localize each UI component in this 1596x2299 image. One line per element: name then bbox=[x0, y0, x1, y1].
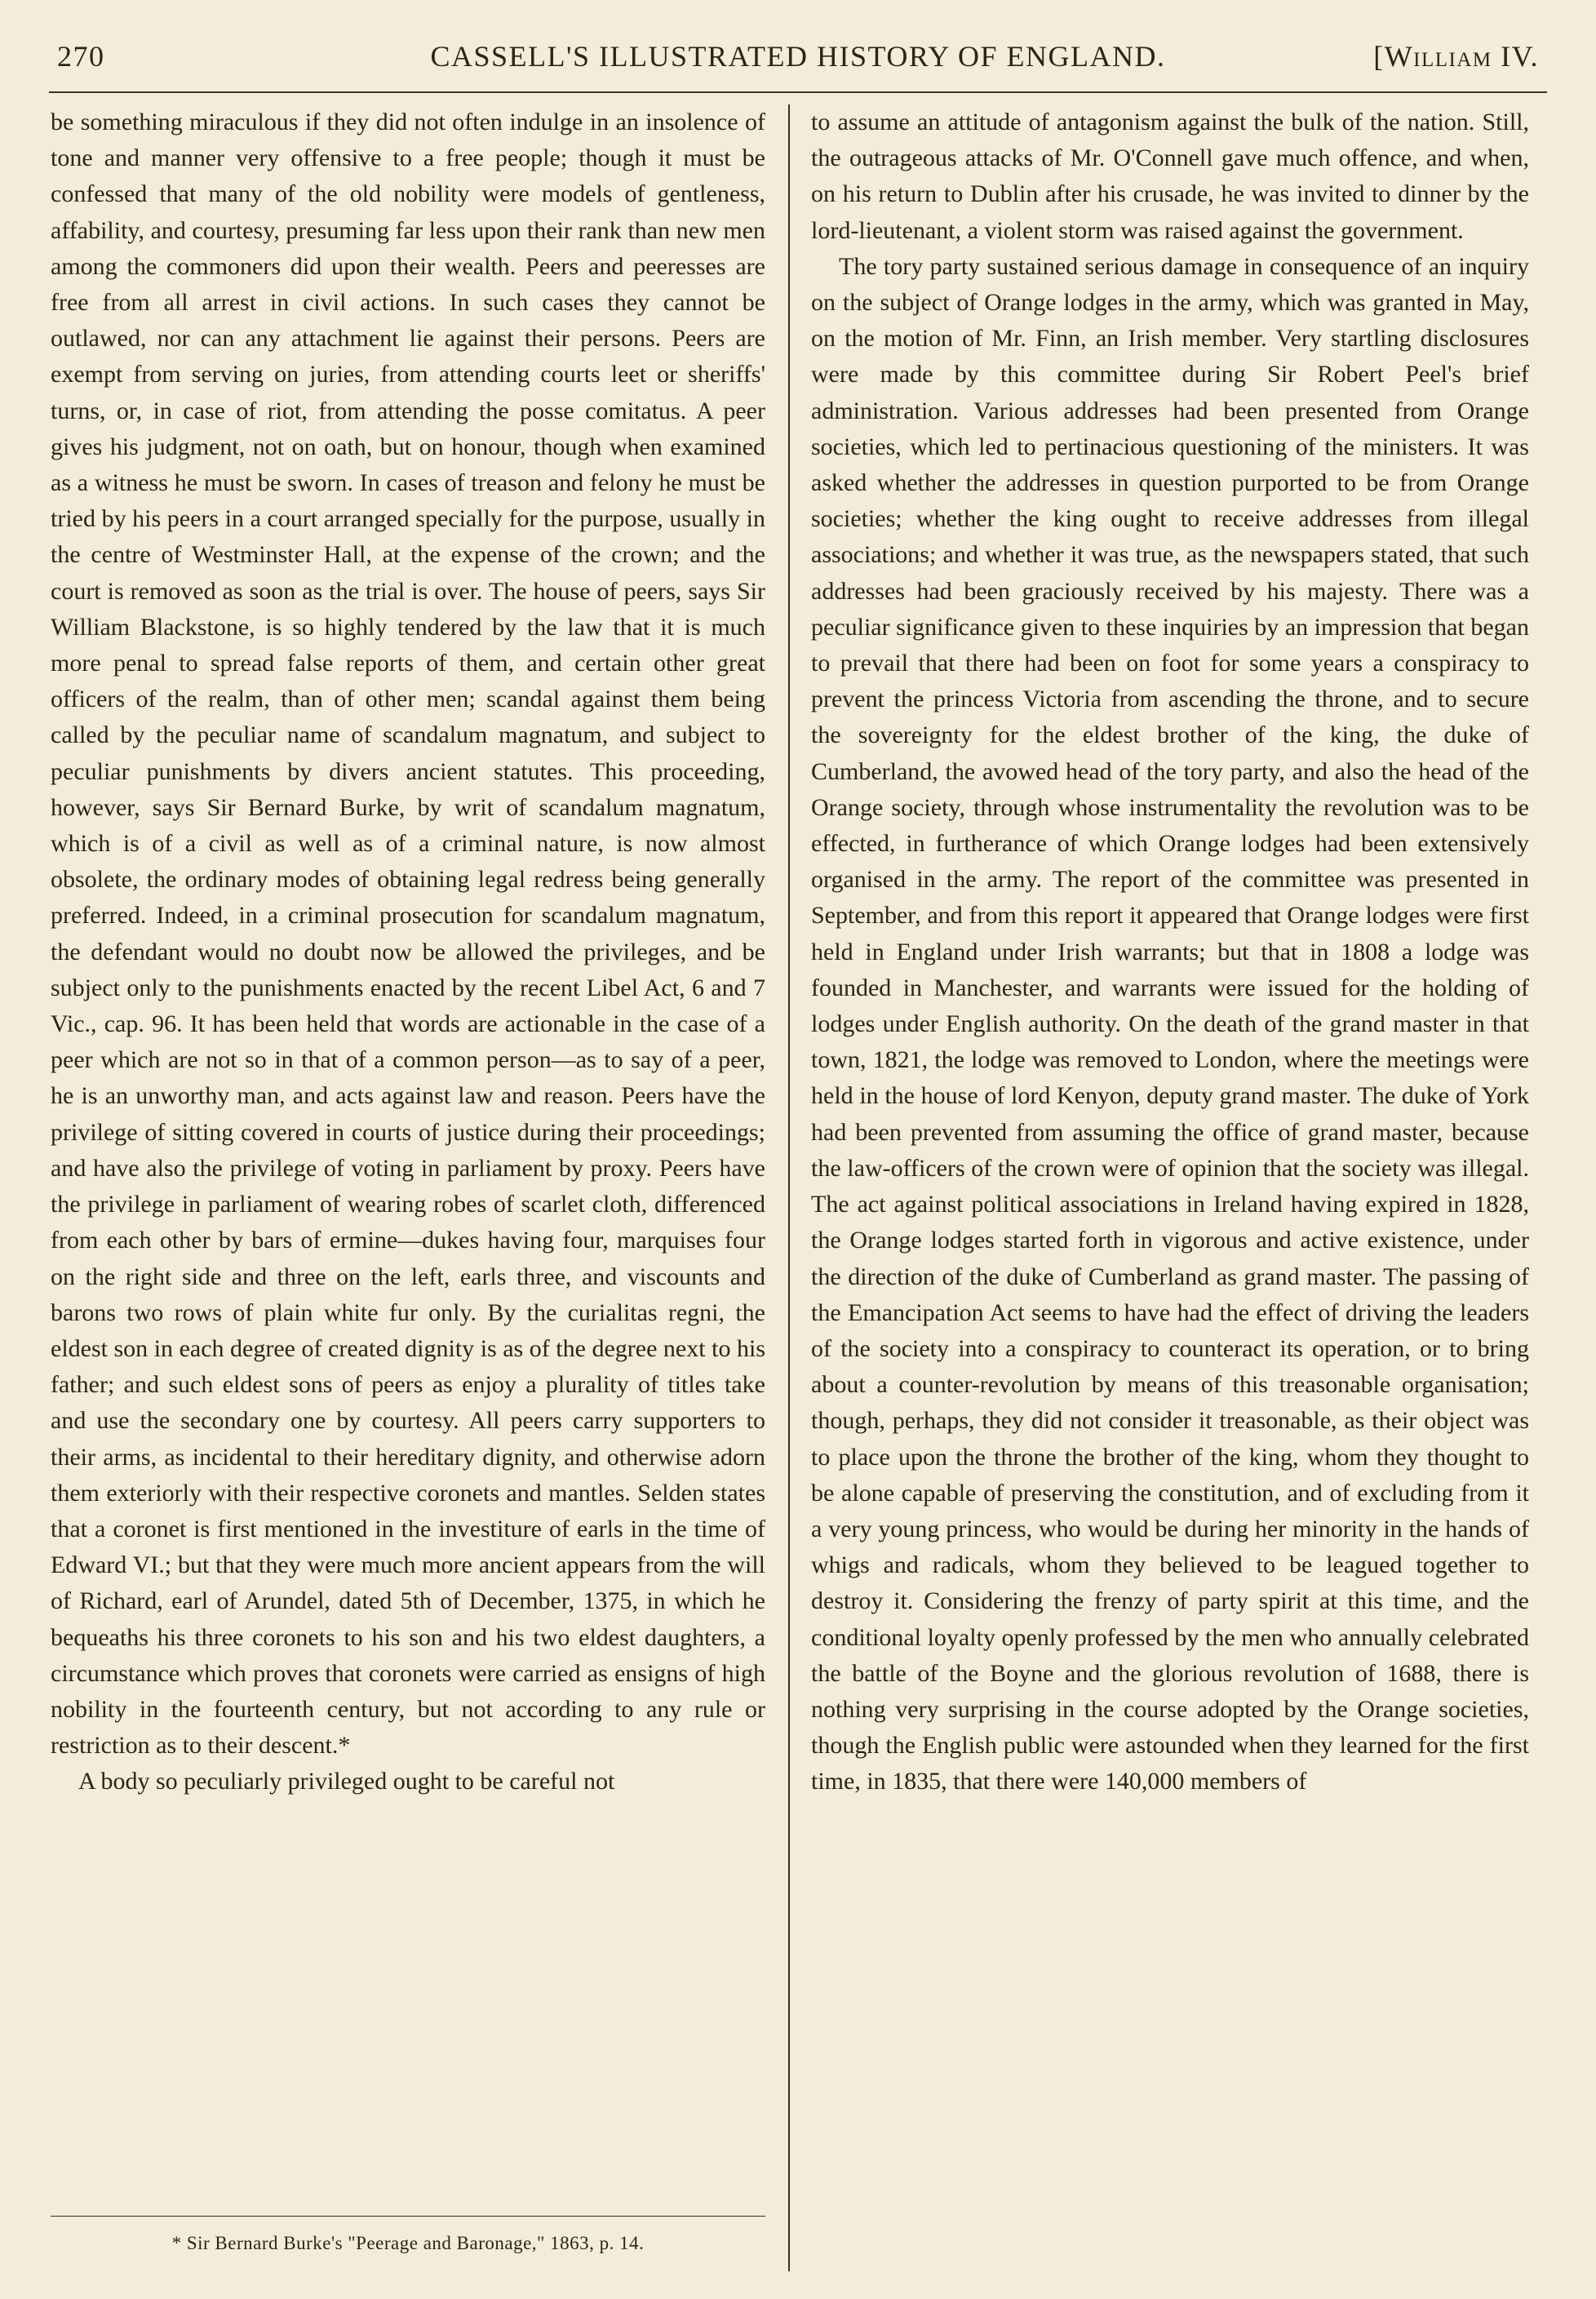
footnote: * Sir Bernard Burke's "Peerage and Baronage," 1863, p. 14. bbox=[171, 2233, 645, 2253]
left-paragraph-1: be something miraculous if they did not often indulge in an insolence of tone and manner very offensive to a free people; though it must be confessed that many of the old nobility were models of gentleness, affability, and courtesy, presuming far less upon their rank than new men among the commoners did upon their wealth. Peers and peeresses are free from all arrest in civil actions. In such cases they cannot be outlawed, nor can any attachment lie against their persons. Peers are exempt from serving on juries, from attending courts leet or sheriffs' turns, or, in case of riot, from attending the posse comitatus. A peer gives his judgment, not on oath, but on honour, though when examined as a witness he must be sworn. In cases of treason and felony he must be tried by his peers in a court arranged specially for the purpose, usually in the centre of Westminster Hall, at the expense of the crown; and the court is removed as soon as the trial is over. The house of peers, says Sir William Blackstone, is so highly tendered by the law that it is much more penal to spread false reports of them, and certain other great officers of the realm, than of other men; scandal against them being called by the peculiar name of scandalum magnatum, and subject to peculiar punishments by divers ancient statutes. This proceeding, however, says Sir Bernard Burke, by writ of scandalum magnatum, which is of a civil as well as of a criminal nature, is now almost obsolete, the ordinary modes of obtaining legal redress being generally preferred. Indeed, in a criminal prosecution for scandalum magnatum, the defendant would no doubt now be allowed the privileges, and be subject only to the punishments enacted by the recent Libel Act, 6 and 7 Vic., cap. 96. It has been held that words are actionable in the case of a peer which are not so in that of a common person—as to say of a peer, he is an unworthy man, and acts against law and reason. Peers have the privilege of sitting covered in courts of justice during their proceedings; and have also the privilege of voting in parliament by proxy. Peers have the privilege in parliament of wearing robes of scarlet cloth, differenced from each other by bars of ermine—dukes having four, marquises four on the right side and three on the left, earls three, and viscounts and barons two rows of plain white fur only. By the curialitas regni, the eldest son in each degree of created dignity is as of the degree next to his father; and such eldest sons of peers as enjoy a plurality of titles take and use the secondary one by courtesy. All peers carry supporters to their arms, as incidental to their hereditary dignity, and otherwise adorn them exteriorly with their respective coronets and mantles. Selden states that a coronet is first mentioned in the investiture of earls in the time of Edward VI.; but that they were much more ancient appears from the will of Richard, earl of Arundel, dated 5th of December, 1375, in which he bequeaths his three coronets to his son and his two eldest daughters, a circumstance which proves that coronets were carried as ensigns of high nobility in the fourteenth century, but not according to any rule or restriction as to their descent.* bbox=[51, 109, 765, 1760]
book-title: CASSELL'S ILLUSTRATED HISTORY OF ENGLAND. bbox=[430, 40, 1166, 73]
page-number: 270 bbox=[57, 40, 105, 73]
running-header bbox=[49, 33, 1547, 82]
right-column bbox=[811, 104, 1529, 1800]
left-paragraph-2: A body so peculiarly privileged ought to be careful not bbox=[78, 1768, 615, 1795]
footnote-rule bbox=[51, 2216, 765, 2217]
right-paragraph-2: The tory party sustained serious damage in consequence of an inquiry on the subject of Orange lodges in the army, which was granted in May, on the motion of Mr. Finn, an Irish member. Very startling disclosures were made by this committee during Sir Robert Peel's brief administration. Various addresses had been presented from Orange societies, which led to pertinacious questioning of the ministers. It was asked whether the addresses in question purported to be from Orange societies; whether the king ought to receive addresses from illegal associations; and whether it was true, as the newspapers stated, that such addresses had been graciously received by his majesty. There was a peculiar significance given to these inquiries by an impression that began to prevail that there had been on foot for some years a conspiracy to prevent the princess Victoria from ascending the throne, and to secure the sovereignty for the eldest brother of the king, the duke of Cumberland, the avowed head of the tory party, and also the head of the Orange society, through whose instrumentality the revolution was to be effected, in furtherance of which Orange lodges had been extensively organised in the army. The report of the committee was presented in September, and from this report it appeared that Orange lodges were first held in England under Irish warrants; but that in 1808 a lodge was founded in Manchester, and warrants were issued for the holding of lodges under English authority. On the death of the grand master in that town, 1821, the lodge was removed to London, where the meetings were held in the house of lord Kenyon, deputy grand master. The duke of York had been prevented from assuming the office of grand master, because the law-officers of the crown were of opinion that the society was illegal. The act against political associations in Ireland having expired in 1828, the Orange lodges started forth in vigorous and active existence, under the direction of the duke of Cumberland as grand master. The passing of the Emancipation Act seems to have had the effect of driving the leaders of the society into a conspiracy to counteract its operation, or to bring about a counter-revolution by means of this treasonable organisation; though, perhaps, they did not consider it treasonable, as their object was to place upon the throne the brother of the king, whom they thought to be alone capable of preserving the constitution, and of excluding from it a very young princess, who would be during her minority in the hands of whigs and radicals, whom they believed to be leagued together to destroy it. Considering the frenzy of party spirit at this time, and the conditional loyalty openly professed by the men who annually celebrated the battle of the Boyne and the glorious revolution of 1688, there is nothing very surprising in the course adopted by the Orange societies, though the English public were astounded when they learned for the first time, in 1835, that there were 140,000 members of bbox=[811, 252, 1529, 1795]
right-paragraph-1: to assume an attitude of antagonism against the bulk of the nation. Still, the outrageous attacks of Mr. O'Connell gave much offence, and when, on his return to Dublin after his crusade, he was invited to dinner by the lord-lieutenant, a violent storm was raised against the government. bbox=[811, 109, 1529, 244]
left-column bbox=[51, 104, 765, 1800]
reign-label: [William IV. bbox=[1373, 40, 1539, 73]
header-rule bbox=[49, 91, 1547, 93]
column-divider bbox=[788, 104, 790, 2271]
